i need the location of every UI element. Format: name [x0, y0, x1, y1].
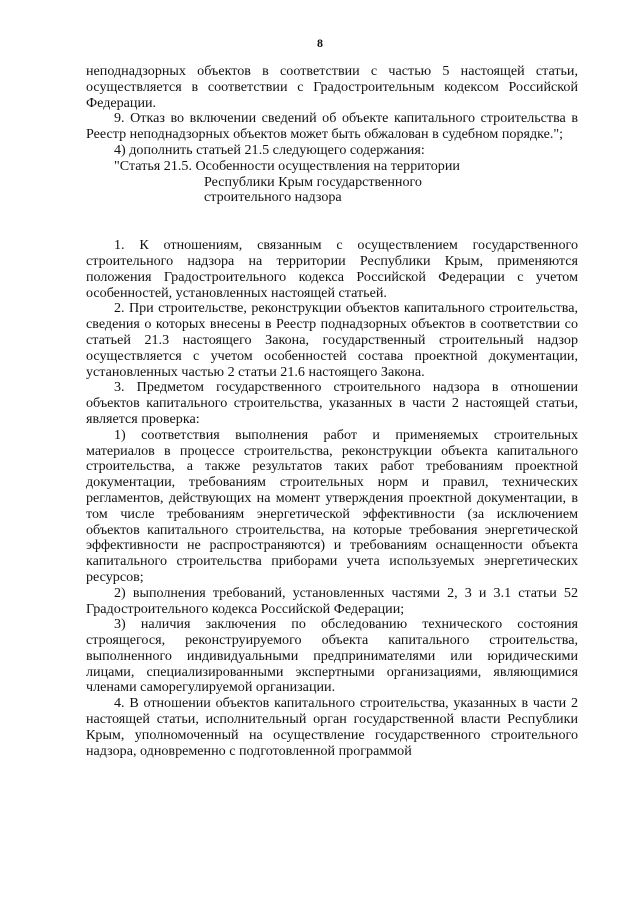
article-heading [86, 159, 578, 206]
paragraph-amendment-4: 4) дополнить статьей 21.5 следующего содержания: [114, 141, 425, 158]
page-number: 8 [317, 36, 323, 50]
article-heading-line-2: Республики Крым государственного [204, 173, 422, 190]
paragraph-9: 9. Отказ во включении сведений об объекте капитального строительства в Реестр неподнадзорных объектов может быть обжалован в судебном порядке."; [86, 110, 578, 143]
article-heading-line-3: строительного надзора [204, 189, 342, 206]
document-body [86, 64, 578, 759]
paragraph-3: 3. Предметом государственного строительного надзора в отношении объектов капитального строительства, указанных в части 2 настоящей статьи, является проверка: [86, 379, 578, 427]
subparagraph-3-2: 2) выполнения требований, установленных частями 2, 3 и 3.1 статьи 52 Градостроительного кодекса Российской Федерации; [86, 584, 578, 617]
subparagraph-3-1: 1) соответствия выполнения работ и применяемых строительных материалов в процессе строительства, реконструкции объекта капитального строительства, а также результатов таких работ требованиям проектной документации, требованиям строительных норм и правил, технических регламентов, действующих на момент утверждения проектной документации, в том числе требованиям энергетической эффективности (за исключением объектов капитального строительства, на которые требования энергетической эффективности не распространяются) и требованиям оснащенности объекта капитального строительства приборами учета используемых энергетических ресурсов; [86, 426, 578, 585]
paragraph-continuation: неподнадзорных объектов в соответствии с частью 5 настоящей статьи, осуществляется в соответствии с Градостроительным кодексом Российской Федерации. [86, 63, 578, 111]
subparagraph-3-3: 3) наличия заключения по обследованию технического состояния строящегося, реконструируемого объекта капитального строительства, выполненного индивидуальными предпринимателями или юридическими лицами, специализированными экспертными организациями, являющимися членами саморегулируемой организации. [86, 616, 578, 696]
spacer [86, 222, 578, 238]
spacer [86, 206, 578, 222]
paragraph-2: 2. При строительстве, реконструкции объектов капитального строительства, сведения о которых внесены в Реестр поднадзорных объектов в соответствии со статьей 21.3 настоящего Закона, государственный строительный надзор осуществляется с учетом особенностей состава проектной документации, установленных частью 2 статьи 21.6 настоящего Закона. [86, 300, 578, 380]
paragraph-1: 1. К отношениям, связанным с осуществлением государственного строительного надзора на территории Республики Крым, применяются положения Градостроительного кодекса Российской Федерации с учетом особенностей, установленных настоящей статьей. [86, 237, 578, 301]
article-heading-line-1: "Статья 21.5. Особенности осуществления на территории [114, 157, 460, 174]
paragraph-4: 4. В отношении объектов капитального строительства, указанных в части 2 настоящей статьи, исполнительный орган государственной власти Республики Крым, уполномоченный на осуществление государственного строительного надзора, одновременно с подготовленной программой [86, 695, 578, 759]
